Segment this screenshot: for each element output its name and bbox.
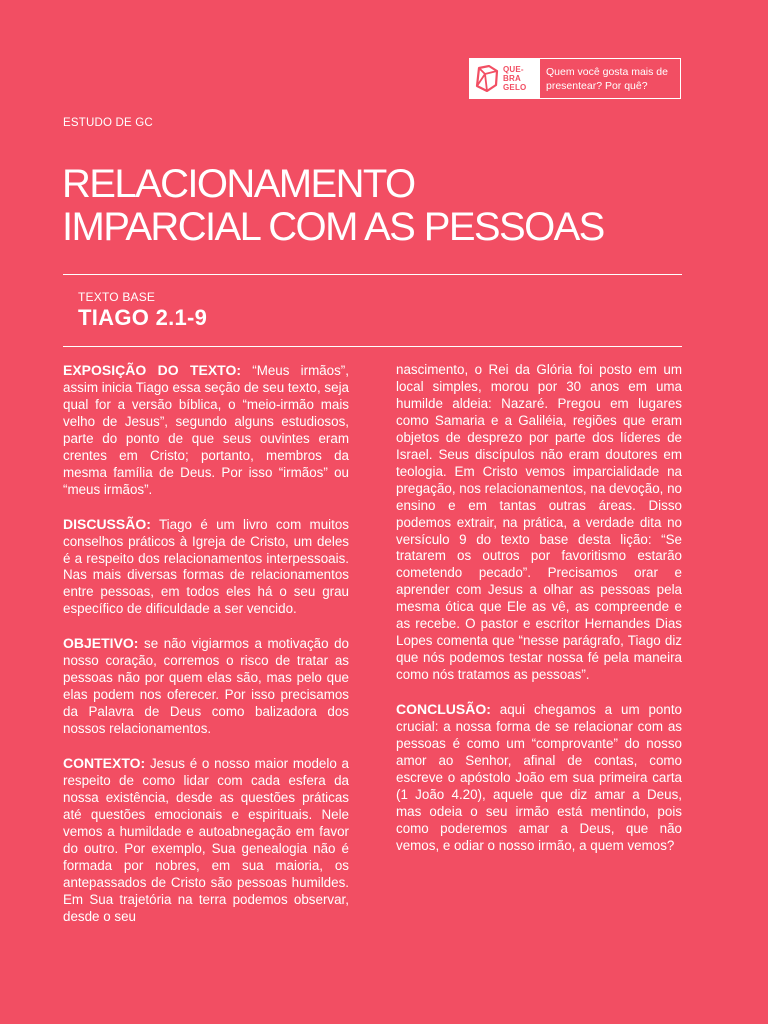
icebreaker-box xyxy=(469,58,681,99)
conclusao-body: aqui chegamos a um ponto crucial: a nossa forma de se relacionar com as pessoas é como um “comprovante” do nosso amor ao Senhor, afinal de contas, como escreve o apóstolo João em sua primeira carta (1 João 4.20), aquele que diz amar a Deus, mas odeia o seu irmão está mentindo, pois como poderemos amar a Deus, que não vemos, e odiar o nosso irmão, a quem vemos? xyxy=(396,702,682,853)
logo-text xyxy=(503,65,526,92)
objetivo-body: se não vigiarmos a motivação do nosso coração, corremos o risco de tratar as pessoas não por quem elas são, mas pelo que elas podem nos oferecer. Por isso precisamos da Palavra de Deus como balizadora dos nossos relacionamentos. xyxy=(63,636,349,737)
objetivo-paragraph xyxy=(63,635,349,738)
right-column xyxy=(396,362,682,872)
exposicao-heading: EXPOSIÇÃO DO TEXTO: xyxy=(63,362,242,378)
contexto-paragraph xyxy=(63,755,349,926)
logo-line: BRA xyxy=(503,74,521,83)
divider-top xyxy=(63,274,682,275)
discussao-paragraph xyxy=(63,516,349,619)
exposicao-body: “Meus irmãos”, assim inicia Tiago essa seção de seu texto, seja qual for a versão bíblica, o “meio-irmão mais velho de Jesus”, segundo alguns estudiosos, parte do ponto de que seus ouvintes eram crentes em Cristo; portanto, membros da mesma família de Deus. Por isso “irmãos” ou “meus irmãos”. xyxy=(63,363,349,497)
logo-line: QUE- xyxy=(503,65,524,74)
title-line: RELACIONAMENTO xyxy=(62,162,415,206)
logo-line: GELO xyxy=(503,83,527,92)
contexto-body: Jesus é o nosso maior modelo a respeito de como lidar com cada esfera da nossa existência, desde as questões práticas até questões emocionais e espirituais. Nele vemos a humildade e autoabnegação em favor do outro. Por exemplo, Sua genealogia não é formada por nobres, em sua maioria, os antepassados de Cristo são pessoas humildes. Em Sua trajetória na terra podemos observar, desde o seu xyxy=(63,756,349,924)
discussao-heading: DISCUSSÃO: xyxy=(63,515,151,532)
left-column xyxy=(63,362,349,943)
title-line: IMPARCIAL COM AS PESSOAS xyxy=(62,205,604,249)
quebra-gelo-logo xyxy=(470,59,540,98)
contexto-heading: CONTEXTO: xyxy=(63,755,146,772)
base-text-label: TEXTO BASE xyxy=(78,290,156,304)
divider-bottom xyxy=(63,346,682,347)
section-kicker: ESTUDO DE GC xyxy=(63,117,153,129)
contexto-continuation: nascimento, o Rei da Glória foi posto em um local simples, morou por 30 anos em uma humilde aldeia: Nazaré. Pregou em lugares como Samaria e a Galiléia, regiões que eram objetos de desprezo por parte dos líderes de Israel. Seus discípulos não eram doutores em teologia. Em Cristo vemos imparcialidade na pregação, nos relacionamentos, na devoção, no ensino e em tantas outras áreas. Disso podemos extrair, na prática, a verdade dita no versículo 9 do texto base desta lição: “Se tratarem os outros por favoritismo estarão cometendo pecado”. Precisamos orar e aprender com Jesus a olhar as pessoas pela mesma ótica que Ele as vê, as compreende e as recebe. O pastor e escritor Hernandes Dias Lopes comenta que “nesse parágrafo, Tiago diz que nós podemos testar nossa fé pela maneira como nós tratamos as pessoas”. xyxy=(396,362,682,683)
exposicao-paragraph xyxy=(63,362,349,499)
base-text-reference: TIAGO 2.1-9 xyxy=(78,305,208,330)
ice-cube-icon xyxy=(475,65,499,92)
objetivo-heading: OBJETIVO: xyxy=(63,635,139,652)
conclusao-heading: CONCLUSÃO: xyxy=(396,701,491,718)
page-title xyxy=(62,163,702,249)
icebreaker-question: Quem você gosta mais de presentear? Por quê? xyxy=(546,66,668,92)
discussao-body: Tiago é um livro com muitos conselhos práticos à Igreja de Cristo, um deles é a respeito dos relacionamentos interpessoais. Nas mais diversas formas de relacionamentos entre pessoas, em todos eles há o seu grau específico de dificuldade a ser vencido. xyxy=(63,516,349,617)
conclusao-paragraph xyxy=(396,701,682,855)
